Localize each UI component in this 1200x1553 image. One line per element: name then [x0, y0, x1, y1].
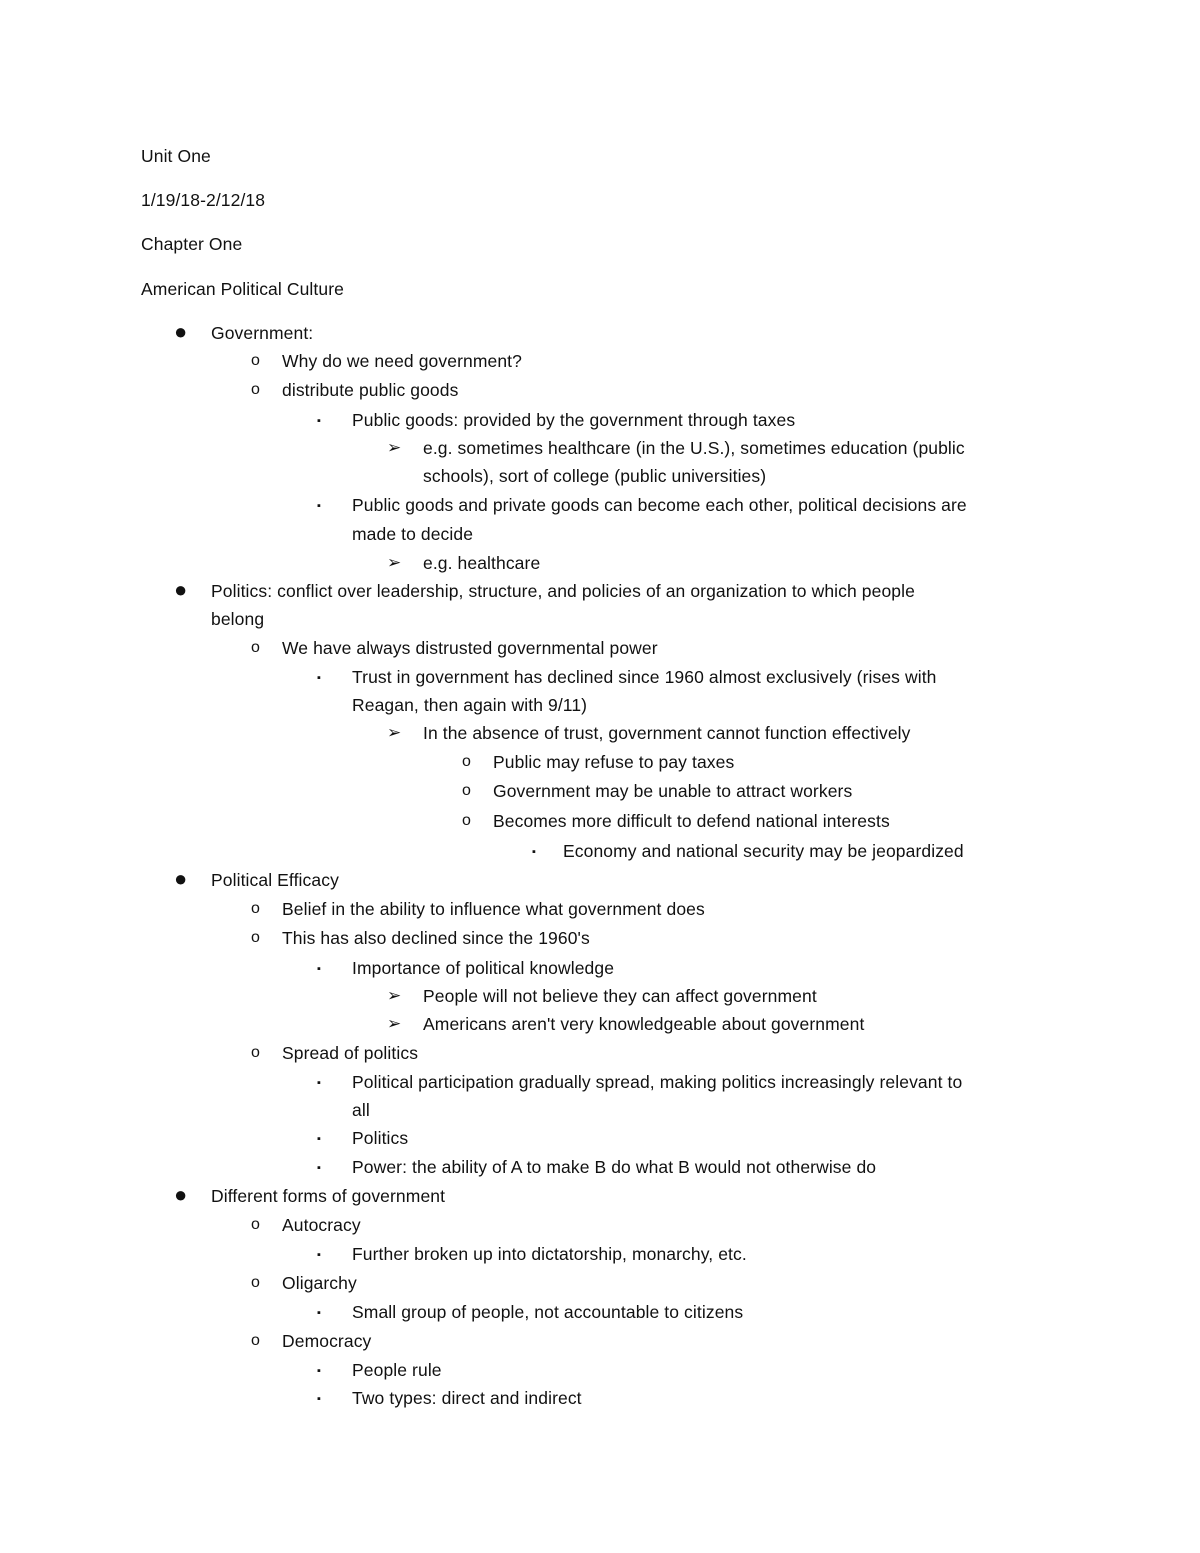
bullet-marker-icon: ●	[174, 1182, 188, 1207]
outline-item-text: Belief in the ability to influence what government does	[282, 899, 705, 919]
bullet-marker-icon: ●	[174, 319, 188, 344]
outline-item-text: Political Efficacy	[211, 870, 339, 890]
outline-item-text: Spread of politics	[282, 1043, 419, 1063]
document-heading-line: 1/19/18-2/12/18	[141, 190, 266, 210]
outline-item-text: e.g. healthcare	[423, 553, 541, 573]
outline-item-text: Oligarchy	[282, 1273, 357, 1293]
outline-item-text: Trust in government has declined since 1960 almost exclusively (rises with	[352, 667, 937, 687]
outline-item-text: Public goods and private goods can become each other, political decisions are	[352, 495, 967, 515]
outline-item-text: Becomes more difficult to defend national interests	[493, 811, 890, 831]
square-marker-icon: ▪	[317, 415, 321, 427]
arrow-marker-icon: ➢	[387, 438, 402, 457]
outline-item-text: e.g. sometimes healthcare (in the U.S.), sometimes education (public	[423, 438, 965, 458]
outline-item-text: Political participation gradually spread, making politics increasingly relevant to	[352, 1072, 963, 1092]
outline-item-text: Reagan, then again with 9/11)	[352, 695, 588, 715]
circle-marker-icon: o	[462, 812, 471, 829]
outline-item-text: Public goods: provided by the government through taxes	[352, 410, 796, 430]
outline-item-text: Power: the ability of A to make B do what B would not otherwise do	[352, 1157, 877, 1177]
circle-marker-icon: o	[251, 381, 260, 398]
square-marker-icon: ▪	[317, 1307, 321, 1319]
circle-marker-icon: o	[251, 1274, 260, 1291]
square-marker-icon: ▪	[317, 672, 321, 684]
outline-item-text: schools), sort of college (public universities)	[423, 466, 767, 486]
outline-item-text: Public may refuse to pay taxes	[493, 752, 735, 772]
arrow-marker-icon: ➢	[387, 723, 402, 742]
document-heading-line: Unit One	[141, 146, 211, 166]
circle-marker-icon: o	[251, 1216, 260, 1233]
square-marker-icon: ▪	[317, 1077, 321, 1089]
square-marker-icon: ▪	[317, 500, 321, 512]
outline-item-text: Small group of people, not accountable to citizens	[352, 1302, 744, 1322]
circle-marker-icon: o	[251, 929, 260, 946]
document-heading-line: American Political Culture	[141, 279, 344, 299]
circle-marker-icon: o	[251, 1044, 260, 1061]
square-marker-icon: ▪	[317, 963, 321, 975]
outline-item-text: distribute public goods	[282, 380, 459, 400]
bullet-marker-icon: ●	[174, 577, 188, 602]
outline-item-text: belong	[211, 609, 265, 629]
outline-item-text: Autocracy	[282, 1215, 361, 1235]
circle-marker-icon: o	[251, 639, 260, 656]
outline-item-text: all	[352, 1100, 370, 1120]
outline-item-text: Politics: conflict over leadership, structure, and policies of an organization to which people	[211, 581, 915, 601]
outline-item-text: People rule	[352, 1360, 442, 1380]
square-marker-icon: ▪	[317, 1162, 321, 1174]
square-marker-icon: ▪	[317, 1249, 321, 1261]
arrow-marker-icon: ➢	[387, 553, 402, 572]
outline-item-text: Importance of political knowledge	[352, 958, 615, 978]
outline-item-text: Different forms of government	[211, 1186, 446, 1206]
outline-item-text: Government may be unable to attract workers	[493, 781, 853, 801]
outline-item-text: Why do we need government?	[282, 351, 522, 371]
outline-item-text: We have always distrusted governmental power	[282, 638, 658, 658]
bullet-marker-icon: ●	[174, 866, 188, 891]
square-marker-icon: ▪	[532, 846, 536, 858]
circle-marker-icon: o	[251, 900, 260, 917]
outline-item-text: Politics	[352, 1128, 409, 1148]
square-marker-icon: ▪	[317, 1133, 321, 1145]
outline-item-text: made to decide	[352, 524, 474, 544]
outline-item-text: Democracy	[282, 1331, 372, 1351]
outline-item-text: Further broken up into dictatorship, monarchy, etc.	[352, 1244, 747, 1264]
outline-item-text: In the absence of trust, government cannot function effectively	[423, 723, 911, 743]
circle-marker-icon: o	[462, 753, 471, 770]
circle-marker-icon: o	[251, 352, 260, 369]
outline-item-text: People will not believe they can affect government	[423, 986, 817, 1006]
outline-item-text: Americans aren't very knowledgeable about government	[423, 1014, 865, 1034]
arrow-marker-icon: ➢	[387, 1014, 402, 1033]
arrow-marker-icon: ➢	[387, 986, 402, 1005]
outline-item-text: This has also declined since the 1960's	[282, 928, 590, 948]
square-marker-icon: ▪	[317, 1393, 321, 1405]
outline-item-text: Government:	[211, 323, 314, 343]
outline-item-text: Economy and national security may be jeopardized	[563, 841, 964, 861]
square-marker-icon: ▪	[317, 1365, 321, 1377]
outline-item-text: Two types: direct and indirect	[352, 1388, 582, 1408]
document-heading-line: Chapter One	[141, 234, 243, 254]
circle-marker-icon: o	[462, 782, 471, 799]
circle-marker-icon: o	[251, 1332, 260, 1349]
